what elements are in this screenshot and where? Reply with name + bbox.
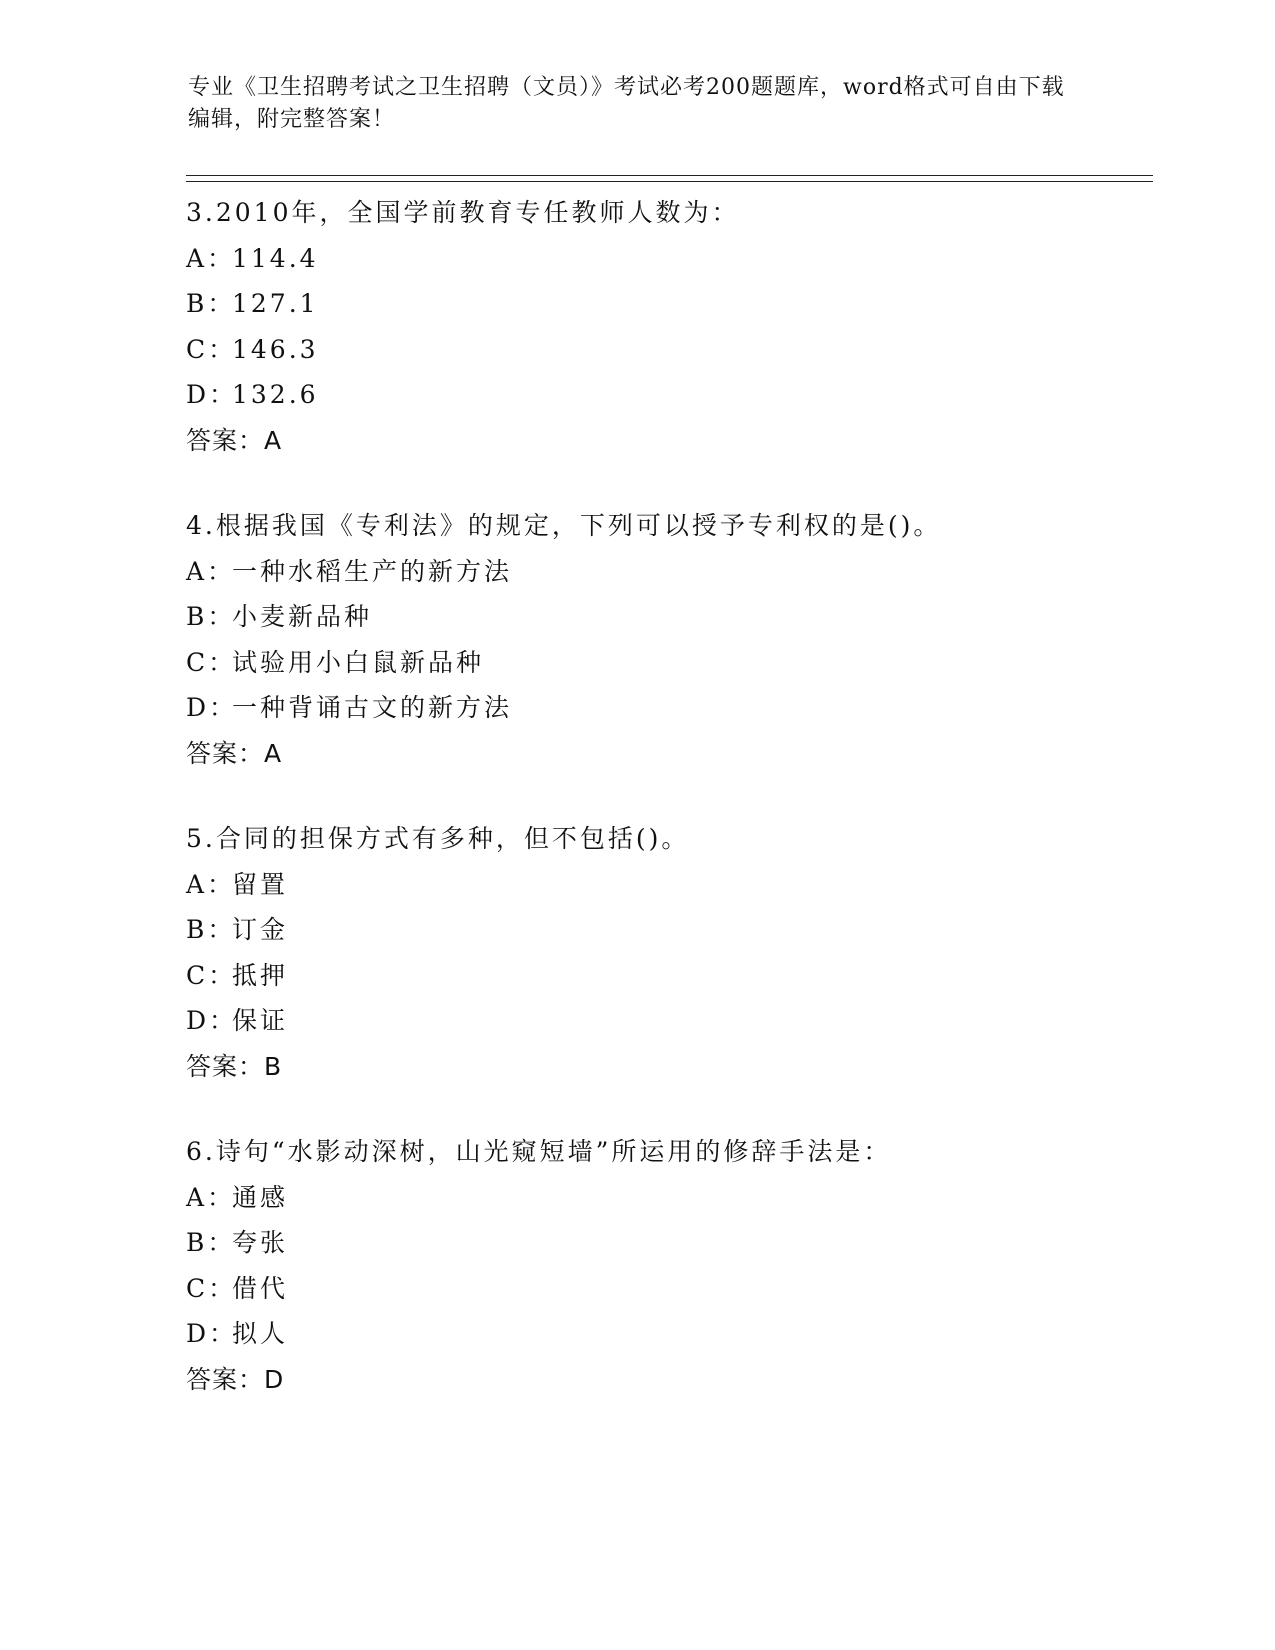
question-stem: 5.合同的担保方式有多种，但不包括()。 <box>186 824 690 853</box>
option-text: 146.3 <box>232 334 319 364</box>
document-header: 专业《卫生招聘考试之卫生招聘（文员）》考试必考200题题库，word格式可自由下载编辑，附完整答案！ <box>188 75 1065 132</box>
option-b <box>186 1220 1146 1266</box>
option-letter: D： <box>186 693 238 722</box>
option-b <box>186 281 1146 327</box>
option-a <box>186 1175 1146 1221</box>
header-divider-bottom <box>186 181 1153 182</box>
question-4 <box>186 503 1146 776</box>
question-5 <box>186 816 1146 1089</box>
option-d <box>186 1311 1146 1357</box>
option-d <box>186 998 1146 1044</box>
option-letter: B： <box>186 915 236 944</box>
option-c <box>186 953 1146 999</box>
answer-line: 答案：D <box>186 1364 285 1394</box>
option-text: 一种水稻生产的新方法 <box>232 556 513 586</box>
option-letter: D： <box>186 380 238 409</box>
option-a <box>186 236 1146 282</box>
option-letter: C： <box>186 334 237 364</box>
option-text: 保证 <box>232 1006 289 1035</box>
option-text: 114.4 <box>232 243 319 273</box>
option-c <box>186 1266 1146 1312</box>
option-letter: A： <box>186 1182 236 1212</box>
option-c <box>186 327 1146 373</box>
option-text: 试验用小白鼠新品种 <box>232 647 485 677</box>
option-letter: C： <box>186 960 237 990</box>
option-letter: B： <box>186 602 236 631</box>
option-letter: D： <box>186 1319 238 1348</box>
option-text: 一种背诵古文的新方法 <box>232 693 513 722</box>
option-a <box>186 862 1146 908</box>
option-letter: A： <box>186 243 236 273</box>
option-text: 留置 <box>232 869 289 899</box>
option-a <box>186 549 1146 595</box>
option-text: 订金 <box>232 915 289 944</box>
option-letter: B： <box>186 1228 236 1257</box>
option-letter: A： <box>186 556 236 586</box>
header-divider-top <box>186 175 1153 176</box>
option-c <box>186 640 1146 686</box>
option-text: 拟人 <box>232 1319 289 1348</box>
option-letter: C： <box>186 1273 237 1303</box>
option-d <box>186 372 1146 418</box>
option-text: 夸张 <box>232 1228 289 1257</box>
question-stem: 4.根据我国《专利法》的规定，下列可以授予专利权的是()。 <box>186 511 942 540</box>
option-b <box>186 907 1146 953</box>
option-text: 抵押 <box>232 960 289 990</box>
option-letter: A： <box>186 869 236 899</box>
option-text: 127.1 <box>232 289 319 318</box>
option-text: 132.6 <box>232 380 319 409</box>
question-3 <box>186 190 1146 463</box>
option-b <box>186 594 1146 640</box>
option-letter: C： <box>186 647 237 677</box>
question-6 <box>186 1129 1146 1402</box>
option-text: 通感 <box>232 1182 289 1212</box>
question-stem: 3.2010年，全国学前教育专任教师人数为： <box>186 198 740 227</box>
option-letter: D： <box>186 1006 238 1035</box>
option-text: 借代 <box>232 1273 289 1303</box>
question-list <box>186 190 1146 1442</box>
answer-line: 答案：A <box>186 425 283 455</box>
option-d <box>186 685 1146 731</box>
option-letter: B： <box>186 289 236 318</box>
option-text: 小麦新品种 <box>232 602 373 631</box>
answer-line: 答案：A <box>186 738 283 768</box>
question-stem: 6.诗句“水影动深树，山光窥短墙”所运用的修辞手法是： <box>186 1137 892 1166</box>
answer-line: 答案：B <box>186 1051 283 1081</box>
